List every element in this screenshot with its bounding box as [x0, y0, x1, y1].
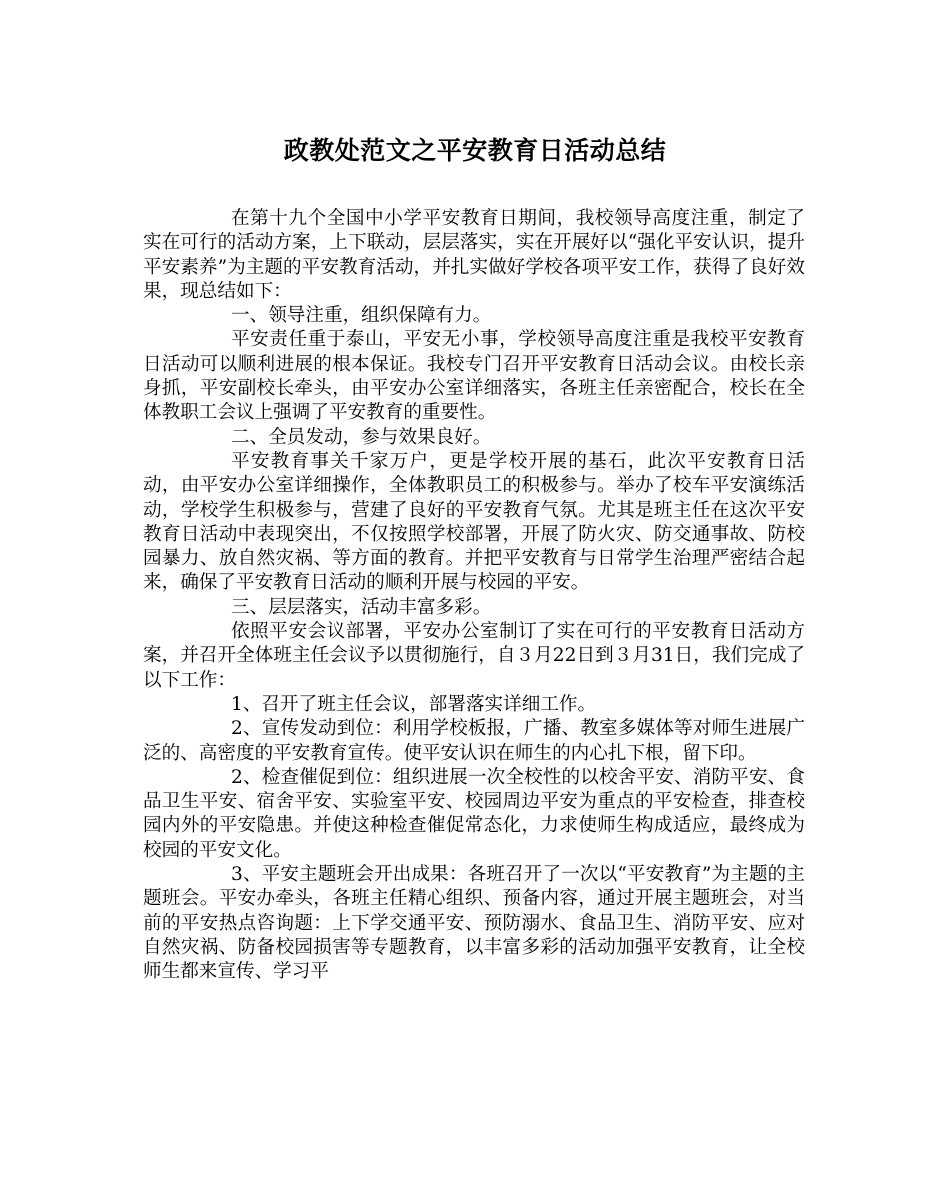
paragraph-section-1: 平安责任重于泰山，平安无小事，学校领导高度注重是我校平安教育日活动可以顺利进展的根本保证。我校专门召开平安教育日活动会议。由校长亲身抓，平安副校长牵头，由平安办公室详细落实，各班主任亲密配合，校长在全体教职工会议上强调了平安教育的重要性。 [143, 329, 805, 424]
section-heading-1: 一、领导注重，组织保障有力。 [231, 305, 492, 327]
list-item-3: 2、检查催促到位：组织进展一次全校性的以校舍平安、消防平安、食品卫生平安、宿舍平安、实验室平安、校园周边平安为重点的平安检查，排查校园内外的平安隐患。并使这种检查催促常态化，力求使师生构成适应，最终成为校园的平安文化。 [143, 766, 805, 861]
document-body [143, 207, 805, 985]
list-item-1: 1、召开了班主任会议，部署落实详细工作。 [231, 693, 597, 715]
list-item-2: 2、宣传发动到位：利用学校板报，广播、教室多媒体等对师生进展广泛的、高密度的平安教育宣传。使平安认识在师生的内心扎下根，留下印。 [143, 718, 805, 764]
section-heading-2: 二、全员发动，参与效果良好。 [231, 426, 492, 448]
section-heading-3: 三、层层落实，活动丰富多彩。 [231, 596, 492, 618]
paragraph-section-2: 平安教育事关千家万户，更是学校开展的基石，此次平安教育日活动，由平安办公室详细操作，全体教职员工的积极参与。举办了校车平安演练活动，学校学生积极参与，营建了良好的平安教育气氛。尤其是班主任在这次平安教育日活动中表现突出，不仅按照学校部署，开展了防火灾、防交通事故、防校园暴力、放自然灾祸、等方面的教育。并把平安教育与日常学生治理严密结合起来，确保了平安教育日活动的顺利开展与校园的平安。 [143, 450, 805, 594]
paragraph-intro: 在第十九个全国中小学平安教育日期间，我校领导高度注重，制定了实在可行的活动方案，上下联动，层层落实，实在开展好以“强化平安认识，提升平安素养”为主题的平安教育活动，并扎实做好学校各项平安工作，获得了良好效果，现总结如下： [143, 208, 805, 302]
list-item-4: 3、平安主题班会开出成果：各班召开了一次以“平安教育”为主题的主题班会。平安办牵头，各班主任精心组织、预备内容，通过开展主题班会，对当前的平安热点咨询题：上下学交通平安、预防溺水、食品卫生、消防平安、应对自然灾祸、防备校园损害等专题教育，以丰富多彩的活动加强平安教育，让全校师生都来宣传、学习平 [143, 864, 805, 983]
document-title: 政教处范文之平安教育日活动总结 [283, 136, 667, 165]
paragraph-section-3: 依照平安会议部署，平安办公室制订了实在可行的平安教育日活动方案，并召开全体班主任会议予以贯彻施行，自３月22日到３月31日，我们完成了以下工作： [143, 621, 805, 691]
